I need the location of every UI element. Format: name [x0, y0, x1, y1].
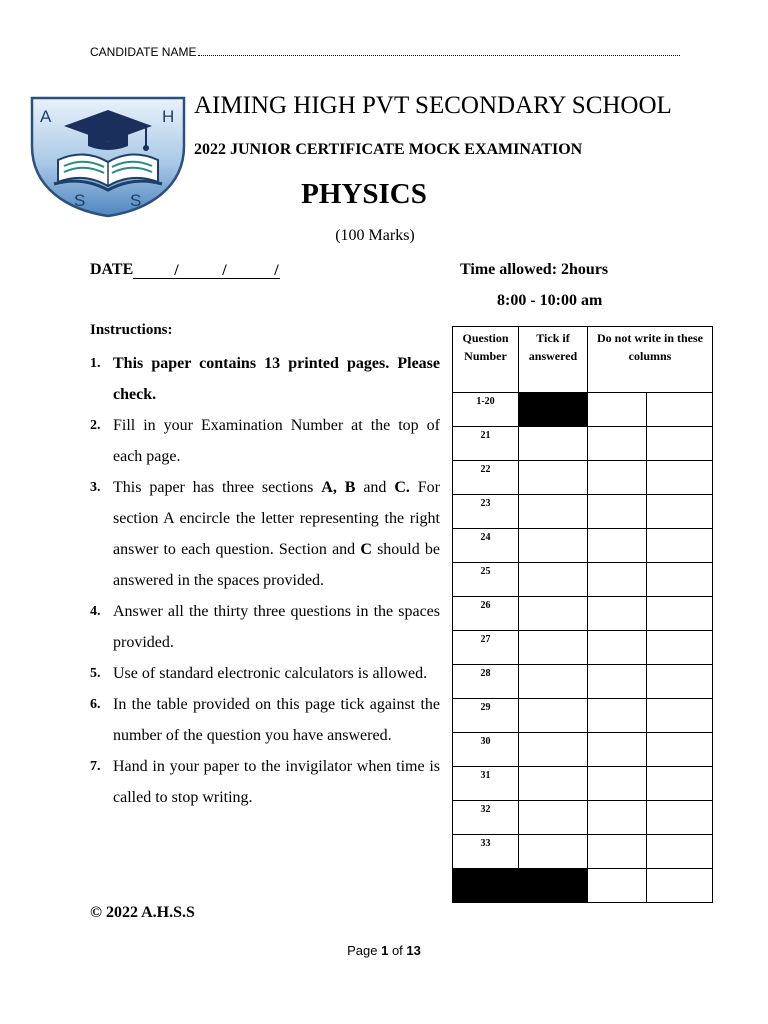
- tick-cell[interactable]: [519, 495, 588, 529]
- table-row: [453, 665, 713, 699]
- table-row: [453, 427, 713, 461]
- table-row: [453, 563, 713, 597]
- instruction-text: This paper contains 13 printed pages. Please check.: [113, 355, 440, 403]
- tick-cell[interactable]: [519, 597, 588, 631]
- page-number: [0, 943, 768, 958]
- marker-cell: [588, 801, 647, 835]
- question-number-cell: 31: [453, 767, 519, 801]
- marker-cell: [588, 665, 647, 699]
- table-row: [453, 835, 713, 869]
- table-row: [453, 733, 713, 767]
- question-number-cell: 30: [453, 733, 519, 767]
- instruction-text-part: and: [355, 479, 395, 496]
- date-separator: /: [274, 262, 279, 279]
- table-row: [453, 767, 713, 801]
- marker-cell: [647, 427, 713, 461]
- logo-letter-a: A: [40, 107, 52, 126]
- candidate-name-field: [90, 45, 680, 59]
- marker-cell: [588, 393, 647, 427]
- marker-cell: [647, 529, 713, 563]
- logo-letter-s1: S: [74, 191, 86, 210]
- instruction-item: [90, 689, 440, 751]
- school-name: AIMING HIGH PVT SECONDARY SCHOOL: [194, 92, 672, 119]
- instruction-number: 4.: [90, 604, 101, 619]
- question-number-cell: 24: [453, 529, 519, 563]
- instruction-number: 7.: [90, 759, 101, 774]
- date-separator: /: [174, 262, 179, 279]
- marker-cell: [588, 495, 647, 529]
- marker-cell: [647, 767, 713, 801]
- header-do-not-write: Do not write in these columns: [588, 327, 713, 393]
- marker-cell: [647, 597, 713, 631]
- table-row: [453, 699, 713, 733]
- instructions-title: Instructions:: [90, 322, 173, 338]
- instruction-number: 5.: [90, 666, 101, 681]
- question-number-cell: 33: [453, 835, 519, 869]
- marker-cell: [588, 631, 647, 665]
- date-line: [133, 262, 280, 279]
- question-number-cell: 25: [453, 563, 519, 597]
- marker-cell: [588, 699, 647, 733]
- instruction-item: [90, 751, 440, 813]
- question-number-cell: 26: [453, 597, 519, 631]
- tick-cell[interactable]: [519, 835, 588, 869]
- tick-cell[interactable]: [519, 529, 588, 563]
- marker-cell: [588, 427, 647, 461]
- tick-cell[interactable]: [519, 801, 588, 835]
- question-number-cell: 28: [453, 665, 519, 699]
- marker-cell: [647, 869, 713, 903]
- page-of: of: [388, 943, 407, 958]
- table-row: [453, 631, 713, 665]
- blocked-cell: [519, 393, 588, 427]
- page-prefix: Page: [347, 943, 382, 958]
- instruction-text: Answer all the thirty three questions in the spaces provided.: [113, 603, 440, 651]
- question-number-cell: 29: [453, 699, 519, 733]
- table-row: [453, 597, 713, 631]
- marker-cell: [647, 631, 713, 665]
- tick-cell[interactable]: [519, 767, 588, 801]
- instruction-text-part: C: [360, 541, 372, 558]
- question-number-cell: 32: [453, 801, 519, 835]
- instruction-text: Fill in your Examination Number at the top of each page.: [113, 417, 440, 465]
- instruction-item: [90, 410, 440, 472]
- marker-cell: [647, 495, 713, 529]
- marker-cell: [588, 597, 647, 631]
- instruction-text: Use of standard electronic calculators is allowed.: [113, 665, 428, 682]
- instruction-text-part: For section A encircle the letter representing the right answer to each question. Section and: [113, 479, 440, 558]
- table-total-row: [453, 869, 713, 903]
- tick-cell[interactable]: [519, 631, 588, 665]
- blocked-cell: [453, 869, 588, 903]
- page-current: 1: [381, 943, 389, 958]
- marker-cell: [647, 393, 713, 427]
- table-row: [453, 393, 713, 427]
- copyright-notice: © 2022 A.H.S.S: [90, 904, 195, 921]
- total-marks: (100 Marks): [335, 227, 415, 244]
- tick-cell[interactable]: [519, 665, 588, 699]
- instruction-text: Hand in your paper to the invigilator when time is called to stop writing.: [113, 758, 440, 806]
- marker-cell: [588, 461, 647, 495]
- table-row: [453, 801, 713, 835]
- tick-cell[interactable]: [519, 427, 588, 461]
- question-number-cell: 22: [453, 461, 519, 495]
- time-allowed: Time allowed: 2hours: [460, 261, 609, 278]
- instruction-number: 2.: [90, 418, 101, 433]
- table-row: [453, 495, 713, 529]
- answer-tracking-table: [452, 326, 713, 903]
- table-row: [453, 461, 713, 495]
- marker-cell: [647, 461, 713, 495]
- logo-letter-h: H: [162, 107, 175, 126]
- instruction-text-part: C.: [394, 479, 410, 496]
- tick-cell[interactable]: [519, 733, 588, 767]
- exam-title: 2022 JUNIOR CERTIFICATE MOCK EXAMINATION: [194, 141, 583, 158]
- tick-cell[interactable]: [519, 563, 588, 597]
- instruction-text-part: This paper has three sections: [113, 479, 322, 496]
- question-number-cell: 1-20: [453, 393, 519, 427]
- date-label: DATE: [90, 261, 134, 278]
- instruction-number: 3.: [90, 480, 101, 495]
- table-header-row: [453, 327, 713, 393]
- instruction-number: 1.: [90, 356, 101, 371]
- instruction-text-part: should be answered in the spaces provided.: [113, 541, 440, 589]
- question-number-cell: 23: [453, 495, 519, 529]
- instruction-item: [90, 472, 440, 596]
- logo-letter-s2: S: [130, 191, 142, 210]
- question-number-cell: 21: [453, 427, 519, 461]
- tick-cell[interactable]: [519, 699, 588, 733]
- marker-cell: [588, 563, 647, 597]
- time-range: 8:00 - 10:00 am: [497, 292, 603, 309]
- instruction-number: 6.: [90, 697, 101, 712]
- header-question-number: Question Number: [453, 327, 519, 393]
- header-tick-if-answered: Tick if answered: [519, 327, 588, 393]
- instructions-list: [90, 348, 440, 813]
- instruction-item: [90, 596, 440, 658]
- marker-cell: [588, 869, 647, 903]
- marker-cell: [647, 563, 713, 597]
- date-field: [90, 261, 280, 279]
- marker-cell: [588, 767, 647, 801]
- marker-cell: [647, 665, 713, 699]
- instruction-item: [90, 348, 440, 410]
- instruction-item: [90, 658, 440, 689]
- subject-title: PHYSICS: [301, 178, 427, 210]
- marker-cell: [588, 733, 647, 767]
- candidate-name-label: CANDIDATE NAME: [90, 45, 197, 59]
- tick-cell[interactable]: [519, 461, 588, 495]
- instruction-text-part: A, B: [321, 479, 356, 496]
- question-number-cell: 27: [453, 631, 519, 665]
- page-total: 13: [406, 943, 421, 958]
- date-separator: /: [222, 262, 227, 279]
- marker-cell: [647, 733, 713, 767]
- table-row: [453, 529, 713, 563]
- marker-cell: [588, 529, 647, 563]
- marker-cell: [588, 835, 647, 869]
- instruction-text: In the table provided on this page tick against the number of the question you have answered.: [113, 696, 440, 744]
- marker-cell: [647, 835, 713, 869]
- candidate-name-line: [198, 45, 680, 56]
- marker-cell: [647, 699, 713, 733]
- marker-cell: [647, 801, 713, 835]
